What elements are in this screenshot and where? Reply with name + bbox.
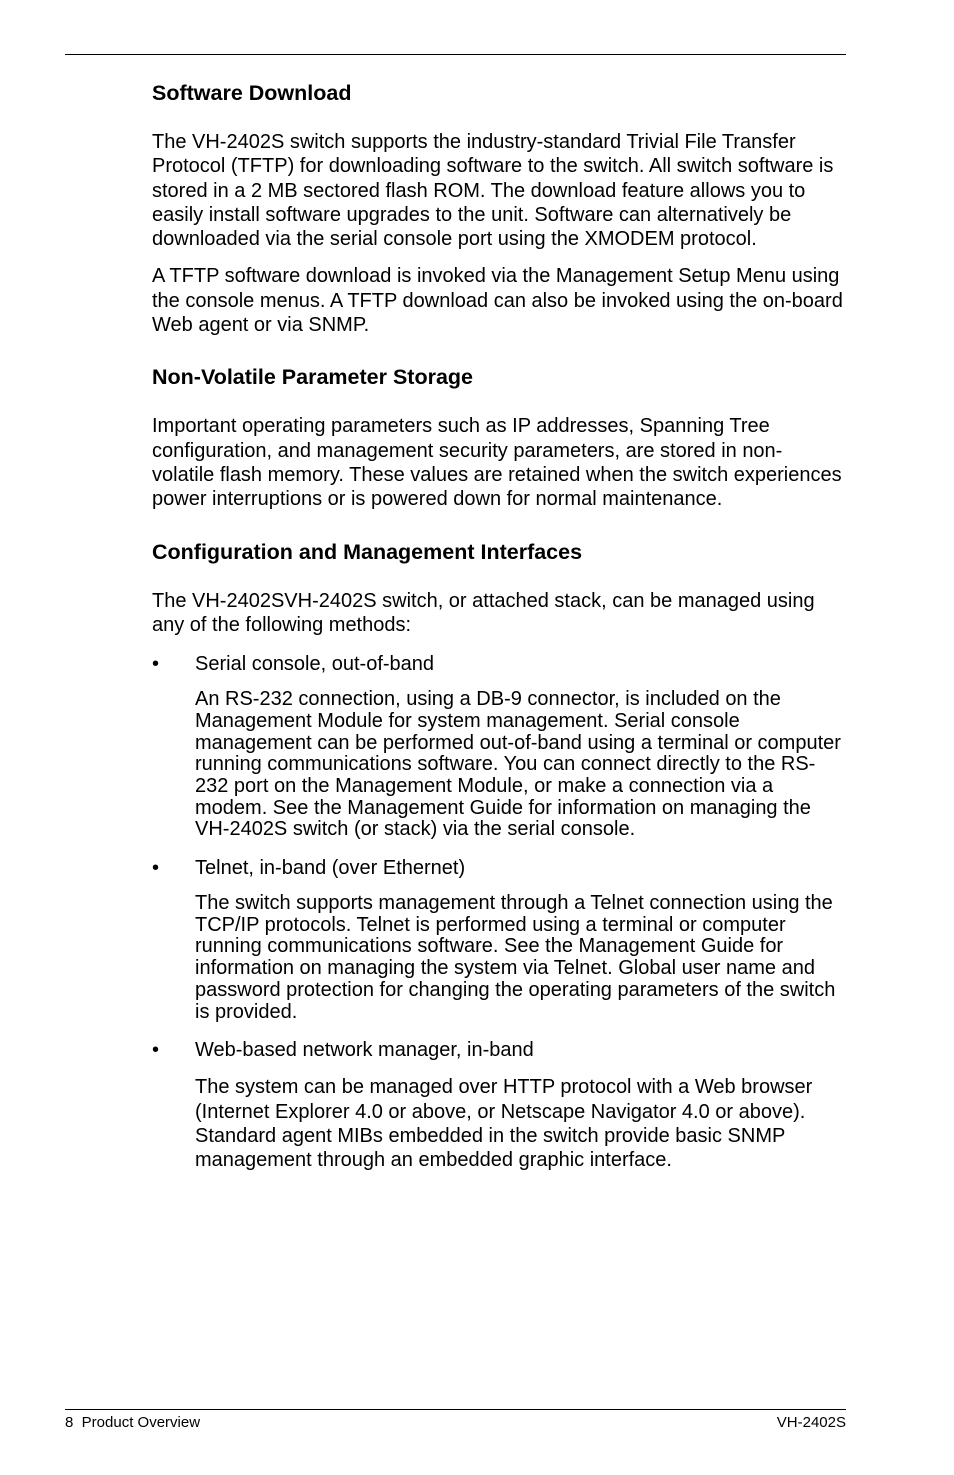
bullet-title: Telnet, in-band (over Ethernet) <box>195 857 466 880</box>
paragraph: A TFTP software download is invoked via the Management Setup Menu using the console menus. A TFTP download can also be invoked using the on-board Web agent or via SNMP. <box>152 265 843 337</box>
paragraph: The VH-2402SVH-2402S switch, or attached stack, can be managed using any of the following methods: <box>152 589 815 636</box>
bullet-icon: • <box>152 653 160 676</box>
bullet-title: Web-based network manager, in-band <box>195 1039 534 1062</box>
bullet-item-web-manager <box>152 1038 844 1062</box>
bullet-item-serial-console <box>152 652 844 676</box>
section-heading-software-download: Software Download <box>152 81 352 105</box>
bullet-icon: • <box>152 857 160 880</box>
bullet-title: Serial console, out-of-band <box>195 653 435 676</box>
bullet-description <box>152 689 844 841</box>
bullet-icon: • <box>152 1039 160 1062</box>
section-heading-non-volatile-storage: Non-Volatile Parameter Storage <box>152 365 473 390</box>
bullet-description <box>152 893 844 1023</box>
bullet-description <box>152 1075 844 1172</box>
footer-product-name: VH-2402S <box>776 1414 846 1431</box>
bullet-description-text: An RS-232 connection, using a DB-9 connector, is included on the Management Module for system management. Serial console management can be performed out-of-band using a terminal or computer running communications software. You can connect directly to the RS-232 port on the Management Module, or make a connection via a modem. See the Management Guide for information on managing the VH-2402S switch (or stack) via the serial console. <box>195 688 841 841</box>
section-heading-config-management: Configuration and Management Interfaces <box>152 539 583 564</box>
page-content <box>152 78 844 1172</box>
footer-page-label: 8 Product Overview <box>65 1414 201 1431</box>
bullet-description-text: The switch supports management through a Telnet connection using the TCP/IP protocols. Telnet is performed using a terminal or computer running communications software. See the Management Guide for information on managing the system via Telnet. Global user name and password protection for changing the operating parameters of the switch is provided. <box>195 892 836 1023</box>
paragraph: Important operating parameters such as IP addresses, Spanning Tree configuration, and management security parameters, are stored in non-volatile flash memory. These values are retained when the switch experiences power interruptions or is powered down for normal maintenance. <box>152 415 842 511</box>
bullet-item-telnet <box>152 856 844 880</box>
header-rule <box>65 54 846 55</box>
paragraph: The VH-2402S switch supports the industry-standard Trivial File Transfer Protocol (TFTP) for downloading software to the switch. All switch software is stored in a 2 MB sectored flash ROM. The download feature allows you to easily install software upgrades to the unit. Software can alternatively be downloaded via the serial console port using the XMODEM protocol. <box>152 131 834 251</box>
bullet-description-text: The system can be managed over HTTP protocol with a Web browser (Internet Explorer 4.0 or above, or Netscape Navigator 4.0 or above). Standard agent MIBs embedded in the switch provide basic SNMP management through an embedded graphic interface. <box>195 1076 813 1171</box>
footer-rule <box>65 1409 846 1410</box>
